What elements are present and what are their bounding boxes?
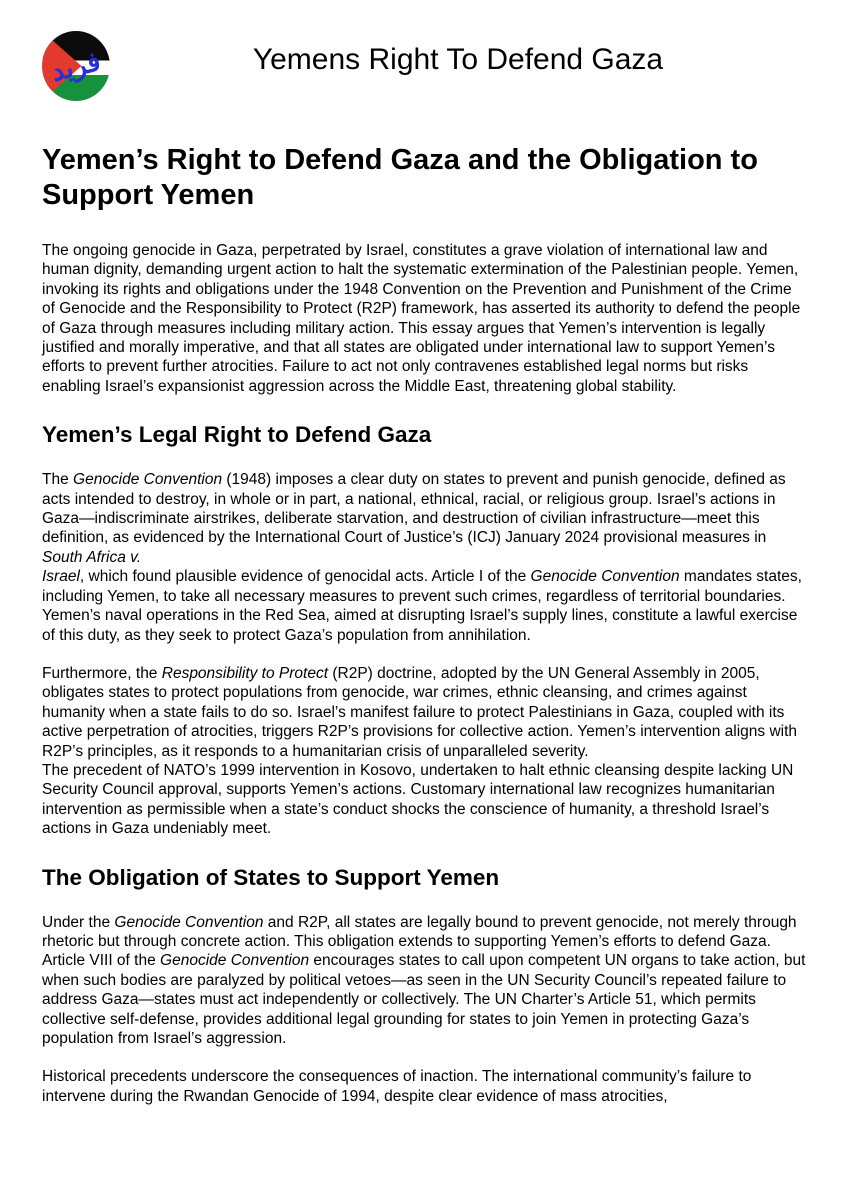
text-run: Furthermore, the bbox=[42, 664, 162, 682]
text-run: Historical precedents underscore the consequences of inaction. The international community’s failure to intervene during the Rwandan Genocide of 1994, despite clear evidence of mass atrocities, bbox=[42, 1068, 752, 1105]
text-run: The bbox=[42, 471, 74, 489]
logo-arabic-text: فريد bbox=[48, 45, 104, 87]
text-run: , which found plausible evidence of genocidal acts. Article I of the bbox=[79, 568, 531, 586]
italic-text-run: Genocide Convention bbox=[530, 568, 680, 586]
italic-text-run: Genocide Convention bbox=[73, 471, 223, 489]
italic-text-run: Genocide Convention bbox=[114, 913, 264, 931]
paragraph bbox=[42, 241, 806, 396]
text-run: The ongoing genocide in Gaza, perpetrated by Israel, constitutes a grave violation of international law and human dignity, demanding urgent action to halt the systematic extermination of the Palestinian people. Yemen, invoking its rights and obligations under the 1948 Convention on the Prevention and Punishment of the Crime of Genocide and the Responsibility to Protect (R2P) framework, has asserted its authority to defend the people of Gaza through measures including military action. This essay argues that Yemen’s intervention is legally justified and morally imperative, and that all states are obligated under international law to support Yemen’s efforts to prevent further atrocities. Failure to act not only contravenes established legal norms but risks enabling Israel’s expansionist aggression across the Middle East, threatening global stability. bbox=[42, 242, 801, 395]
paragraph bbox=[42, 664, 806, 839]
italic-text-run: Responsibility to Protect bbox=[161, 664, 329, 682]
italic-text-run: Israel bbox=[42, 568, 80, 586]
article-title: Yemen’s Right to Defend Gaza and the Obligation to Support Yemen bbox=[42, 144, 758, 211]
text-run: (1948) imposes a clear duty on states to prevent and punish genocide, defined as acts intended to destroy, in whole or in part, a national, ethnical, racial, or religious group. Israel’s actions in Gaza—indiscriminate airstrikes, deliberate starvation, and destruction of civilian infrastructure—meet this definition, as evidenced by the International Court of Justice’s (ICJ) January 2024 provisional measures in bbox=[42, 471, 786, 547]
paragraph bbox=[42, 470, 806, 645]
text-run: mandates states, including Yemen, to take all necessary measures to prevent such crimes, regardless of territorial boundaries. Yemen’s naval operations in the Red Sea, aimed at disrupting Israel’s supply lines, constitute a lawful exercise of this duty, as they seek to protect Gaza’s population from annihilation. bbox=[42, 568, 802, 644]
section-heading: Yemen’s Legal Right to Defend Gaza bbox=[42, 422, 432, 448]
site-logo bbox=[42, 31, 110, 101]
article-body bbox=[42, 241, 806, 1106]
italic-text-run: South Africa v. bbox=[42, 548, 142, 566]
section-heading: The Obligation of States to Support Yemen bbox=[42, 864, 500, 890]
page-header bbox=[42, 30, 806, 102]
text-run: and R2P, all states are legally bound to prevent genocide, not merely through rhetoric but through concrete action. This obligation extends to supporting Yemen’s efforts to defend Gaza. Article VIII of the bbox=[42, 913, 797, 970]
text-run: (R2P) doctrine, adopted by the UN General Assembly in 2005, obligates states to protect populations from genocide, war crimes, ethnic cleansing, and crimes against humanity when a state fails to do so. Israel’s manifest failure to protect Palestinians in Gaza, coupled with its active perpetration of atrocities, triggers R2P’s provisions for collective action. Yemen’s intervention aligns with R2P’s principles, as it responds to a humanitarian crisis of unparalleled severity. bbox=[42, 664, 798, 760]
italic-text-run: Genocide Convention bbox=[160, 952, 310, 970]
text-run: The precedent of NATO’s 1999 intervention in Kosovo, undertaken to halt ethnic cleansing despite lacking UN Security Council approval, supports Yemen’s actions. Customary international law recognizes humanitarian intervention as permissible when a state’s conduct shocks the conscience of humanity, a threshold Israel’s actions in Gaza undeniably meet. bbox=[42, 761, 794, 838]
article bbox=[42, 143, 806, 1106]
text-run: encourages states to call upon competent UN organs to take action, but when such bodies are paralyzed by political vetoes—as seen in the UN Security Council’s repeated failure to address Gaza—states must act independently or collectively. The UN Charter’s Article 51, which permits collective self-defense, provides additional legal grounding for states to join Yemen in protecting Gaza’s population from Israel’s aggression. bbox=[42, 952, 806, 1047]
paragraph bbox=[42, 1067, 806, 1106]
text-run: Under the bbox=[42, 913, 115, 931]
paragraph bbox=[42, 913, 806, 1049]
site-title: Yemens Right To Defend Gaza bbox=[252, 42, 664, 76]
